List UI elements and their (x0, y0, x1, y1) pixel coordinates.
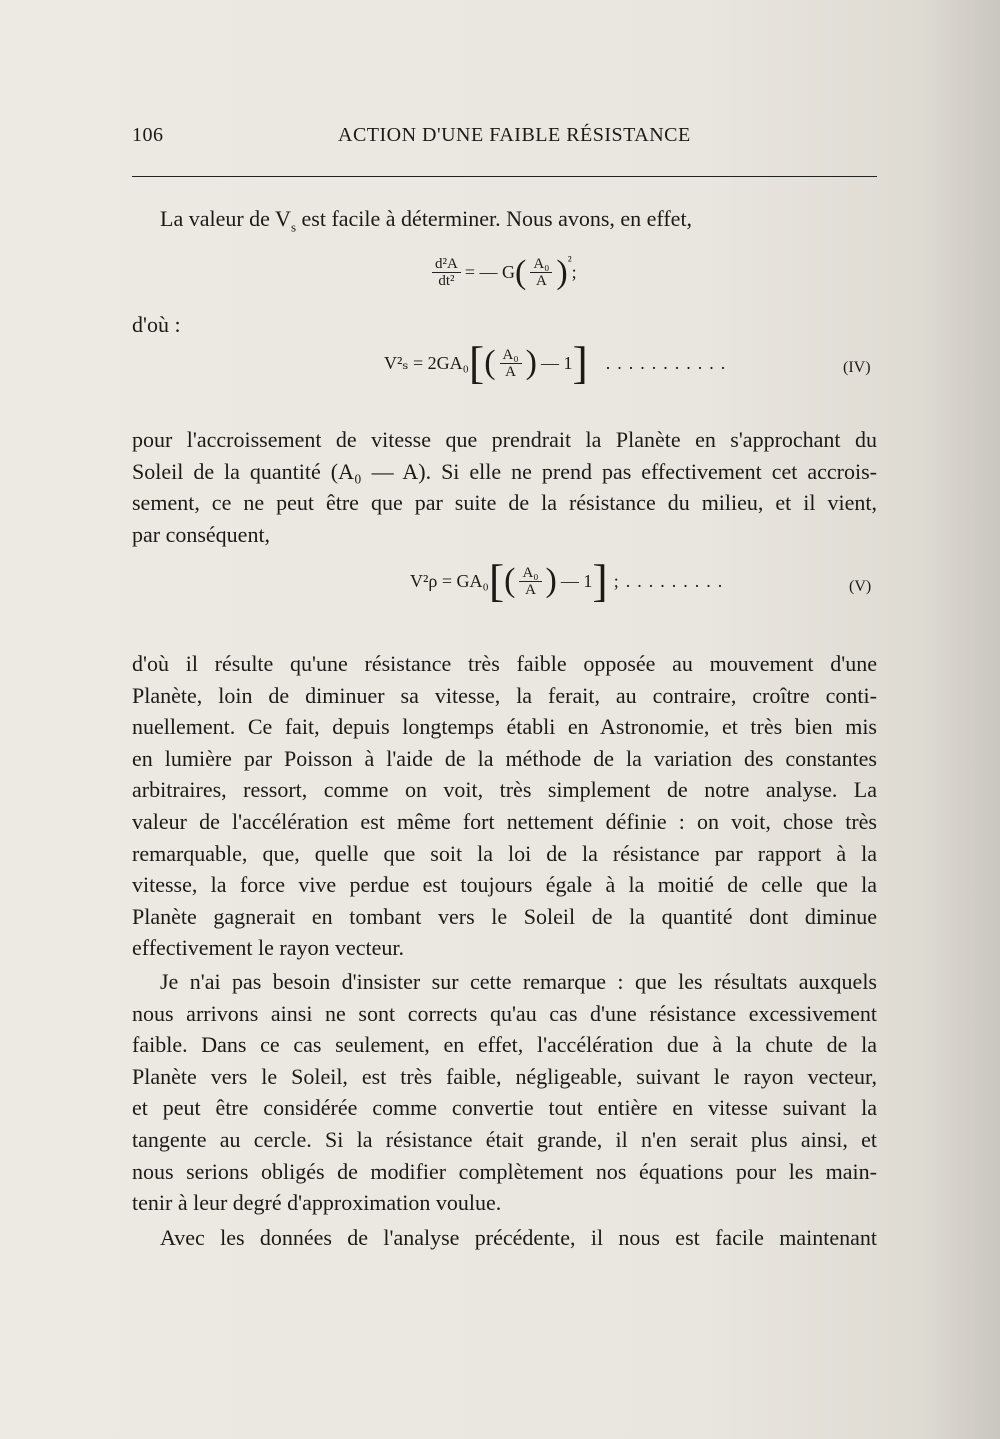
eq2-minus-one: — 1 (540, 352, 573, 373)
para3-line: tenir à leur degré d'approximation voulue. (132, 1190, 502, 1216)
para1-line: pour l'accroissement de vitesse que prendrait la Planète en s'approchant du (132, 427, 877, 452)
eq2-leader-dots: ........... (605, 352, 733, 373)
para1-line: Soleil de la quantité (A₀ — A). Si elle ne prend pas effectivement cet accrois- (132, 458, 877, 484)
para3-line: et peut être considérée comme convertie tout entière en vitesse suivant la (132, 1095, 877, 1121)
paragraph-4 (132, 1222, 877, 1254)
para2-line: arbitraires, ressort, comme on voit, très simplement de notre analyse. La (132, 777, 877, 803)
eq2-fraction: $\frac{\text{A₀}}{A}$ (500, 347, 522, 380)
para2-line: Planète gagnerait en tombant vers le Soleil de la quantité dont diminue (132, 903, 877, 929)
paragraph-3 (132, 966, 877, 1219)
para3-line: nous arrivons ainsi ne sont corrects qu'au cas d'une résistance excessivement (132, 1000, 877, 1026)
paragraph-1 (132, 424, 877, 550)
para2-line: remarquable, que, quelle que soit la loi de la résistance par rapport à la (132, 840, 877, 866)
para2-line: effectivement le rayon vecteur. (132, 935, 405, 961)
header-rule (132, 176, 877, 177)
eq3-fraction: $\frac{\text{A₀}}{A}$ (519, 565, 541, 598)
intro-paragraph (132, 203, 877, 243)
para2-line: vitesse, la force vive perdue est toujours égale à la moitié de celle que la (132, 872, 877, 898)
eq2-bracket-open: [ (468, 337, 485, 388)
eq2-lhs: V²ₛ = 2GA₀ (384, 352, 469, 373)
eq1-rhs: = — G (464, 262, 515, 282)
para3-line: Planète vers le Soleil, est très faible, négligeable, suivant le rayon vecteur, (132, 1063, 877, 1089)
equation-IV (384, 337, 733, 388)
eq1-exponent: ² (567, 252, 572, 268)
eq2-paren-open: ( (484, 344, 496, 381)
para1-line: par conséquent, (132, 521, 271, 547)
para2-line: Planète, loin de diminuer sa vitesse, la ferait, au contraire, croître conti- (132, 682, 877, 708)
equation-V (410, 555, 730, 606)
running-head: ACTION D'UNE FAIBLE RÉSISTANCE (338, 124, 691, 146)
eq2-paren-close: ) (525, 344, 537, 381)
equation-label-IV: (IV) (843, 359, 871, 376)
eq1-end: ; (571, 262, 577, 282)
eq3-paren-open: ( (504, 562, 516, 599)
para3-line: nous serions obligés de modifier complètement nos équations pour les main- (132, 1158, 877, 1184)
para2-line: valeur de l'accélération est même fort nettement définie : on voit, chose très (132, 808, 877, 834)
para3-line: faible. Dans ce cas seulement, en effet, l'accélération due à la chute de la (132, 1032, 877, 1058)
eq3-bracket-open: [ (488, 555, 505, 606)
para2-line: en lumière par Poisson à l'aide de la méthode de la variation des constantes (132, 745, 877, 771)
equation-1 (428, 252, 577, 291)
para2-line: d'où il résulte qu'une résistance très faible opposée au mouvement d'une (132, 651, 877, 676)
para3-line: Je n'ai pas besoin d'insister sur cette remarque : que les résultats auxquels (160, 969, 877, 994)
eq1-derivative: $\frac{\text{d²A}}{\text{dt²}}$ (432, 256, 461, 289)
page-number: 106 (132, 124, 164, 146)
eq1-fraction: $\frac{\text{A₀}}{A}$ (530, 256, 552, 289)
eq3-lhs: V²ρ = GA₀ (410, 570, 489, 591)
eq2-bracket-close: ] (572, 337, 588, 388)
eq3-paren-close: ) (545, 562, 557, 599)
para1-line: sement, ce ne peut être que par suite de la résistance du milieu, et il vient, (132, 490, 877, 516)
eq1-paren-close: ) (556, 253, 568, 291)
intro-line: La valeur de $V_s$ est facile à déterminer. Nous avons, en effet, (160, 206, 693, 235)
equation-label-V: (V) (849, 578, 872, 595)
paragraph-2 (132, 648, 877, 964)
doo-label: d'où : (132, 312, 181, 337)
eq3-bracket-close: ] (592, 555, 608, 606)
eq3-leader-dots: ;......... (613, 570, 730, 591)
para3-line: tangente au cercle. Si la résistance était grande, il n'en serait plus ainsi, et (132, 1126, 877, 1152)
para4-line: Avec les données de l'analyse précédente, il nous est facile maintenant (160, 1225, 877, 1250)
eq3-minus-one: — 1 (560, 570, 593, 591)
para2-line: nuellement. Ce fait, depuis longtemps établi en Astronomie, et très bien mis (132, 714, 877, 740)
eq1-paren-open: ( (515, 253, 527, 291)
